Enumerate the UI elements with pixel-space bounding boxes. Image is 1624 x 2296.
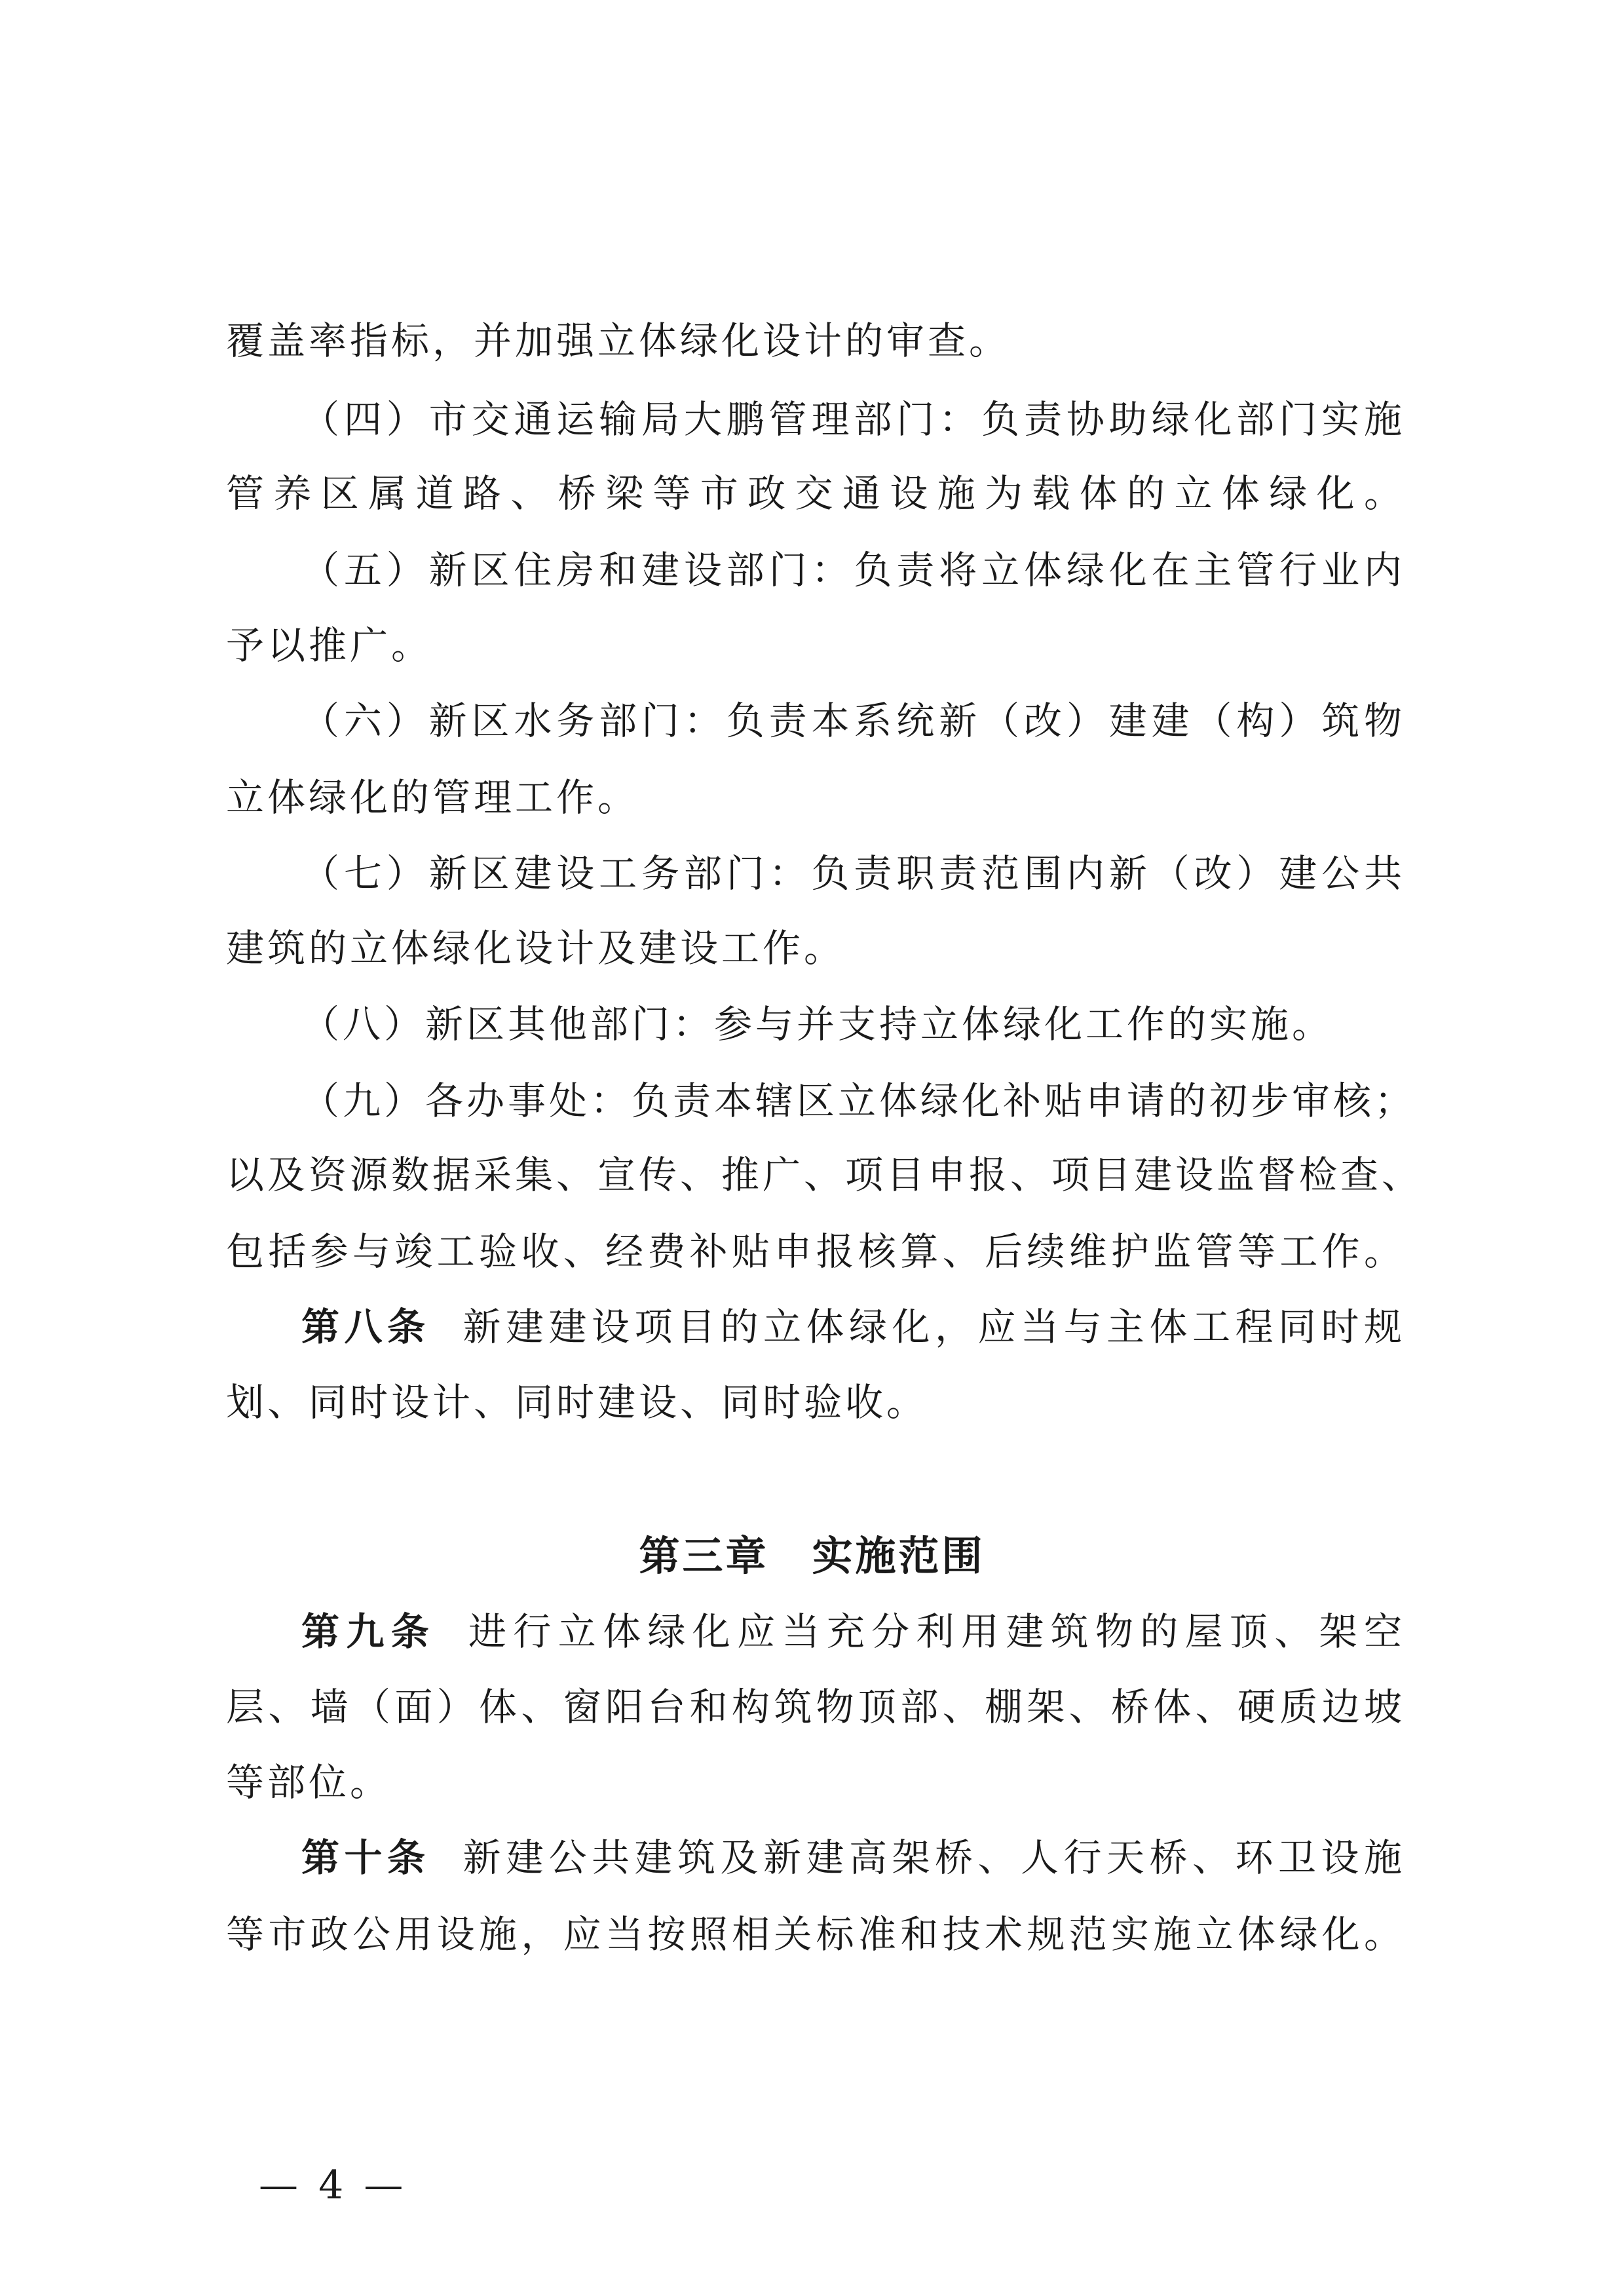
article-9-text: 进行立体绿化应当充分利用建筑物的屋顶、架空: [468, 1609, 1405, 1654]
article-9-label: 第九条: [301, 1609, 436, 1654]
article-10-label: 第十条: [301, 1835, 430, 1880]
article-9-line-1: [301, 1599, 1405, 1664]
item-7-line-2: 建筑的立体绿化设计及建设工作。: [226, 926, 846, 970]
item-7-line-1: （七）新区建设工务部门：负责职责范围内新（改）建公共: [301, 851, 1405, 896]
item-4-line-1: （四）市交通运输局大鹏管理部门：负责协助绿化部门实施: [301, 397, 1405, 442]
item-8-line-1: （八）新区其他部门：参与并支持立体绿化工作的实施。: [301, 1002, 1334, 1046]
article-8-label: 第八条: [301, 1305, 430, 1349]
item-6-line-2: 立体绿化的管理工作。: [226, 775, 639, 820]
body-line-1: 覆盖率指标，并加强立体绿化设计的审查。: [226, 318, 1011, 363]
item-9-line-3: 包括参与竣工验收、经费补贴申报核算、后续维护监管等工作。: [226, 1229, 1405, 1274]
article-10-line-2: 等市政公用设施，应当按照相关标准和技术规范实施立体绿化。: [226, 1912, 1405, 1957]
article-10-line-1: [301, 1825, 1405, 1890]
article-8-line-2: 划、同时设计、同时建设、同时验收。: [226, 1380, 928, 1425]
article-9-line-2: 层、墙（面）体、窗阳台和构筑物顶部、棚架、桥体、硬质边坡: [226, 1685, 1405, 1729]
article-8-text: 新建建设项目的立体绿化，应当与主体工程同时规: [463, 1305, 1405, 1349]
article-9-line-3: 等部位。: [226, 1760, 392, 1805]
article-8-line-1: [301, 1294, 1405, 1360]
item-5-line-2: 予以推广。: [226, 623, 433, 668]
item-5-line-1: （五）新区住房和建设部门：负责将立体绿化在主管行业内: [301, 548, 1405, 592]
item-6-line-1: （六）新区水务部门：负责本系统新（改）建建（构）筑物: [301, 698, 1405, 743]
item-9-line-2: 以及资源数据采集、宣传、推广、项目申报、项目建设监督检查、: [226, 1153, 1424, 1197]
chapter-3-heading: 第三章 实施范围: [639, 1532, 985, 1580]
page-number: — 4 —: [259, 2162, 407, 2208]
item-9-line-1: （九）各办事处：负责本辖区立体绿化补贴申请的初步审核；: [301, 1079, 1416, 1123]
item-4-line-2: 管养区属道路、桥梁等市政交通设施为载体的立体绿化。: [226, 471, 1405, 516]
article-10-text: 新建公共建筑及新建高架桥、人行天桥、环卫设施: [463, 1835, 1405, 1880]
